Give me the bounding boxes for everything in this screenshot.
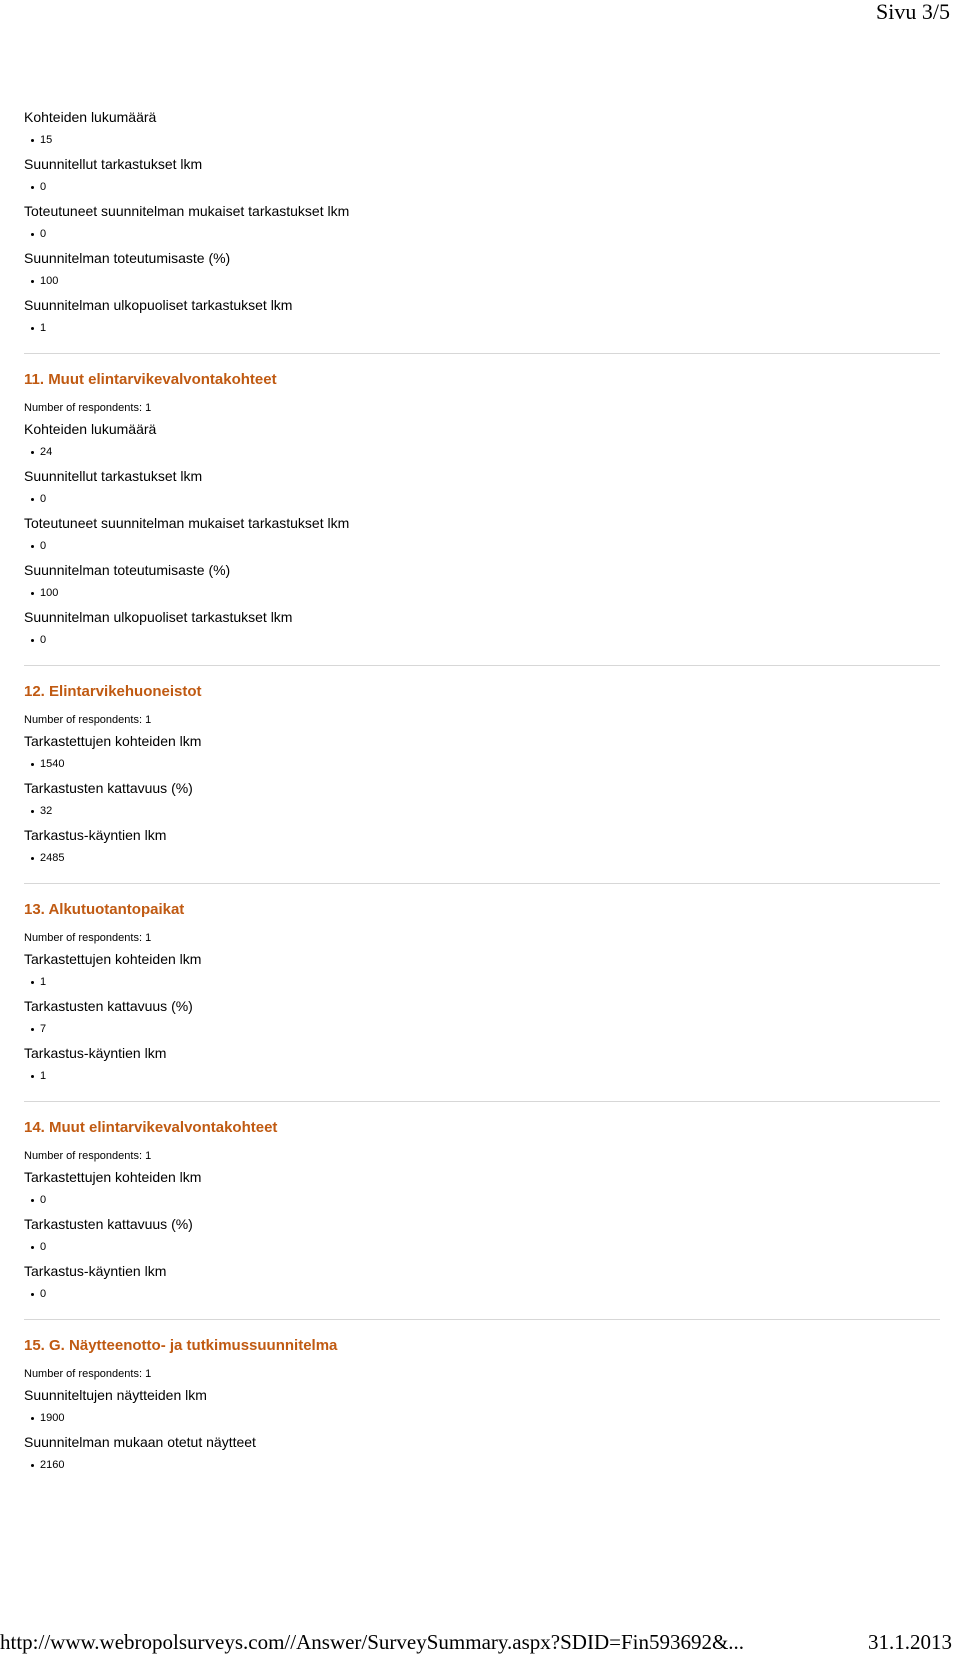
footer-date: 31.1.2013 [868, 1630, 952, 1654]
section-title: 12. Elintarvikehuoneistot [24, 683, 202, 700]
respondents-count: Number of respondents: 1 [24, 1150, 152, 1162]
respondents-count: Number of respondents: 1 [24, 402, 152, 414]
question-label: Tarkastettujen kohteiden lkm [24, 951, 202, 967]
respondents-count: Number of respondents: 1 [24, 1368, 152, 1380]
question-label: Suunnitelman mukaan otetut näytteet [24, 1434, 256, 1450]
question-label: Kohteiden lukumäärä [24, 109, 157, 125]
survey-summary [24, 108, 940, 1480]
question-label: Tarkastus-käyntien lkm [24, 1045, 167, 1061]
answer-value: 0 [24, 1240, 940, 1254]
respondents-count: Number of respondents: 1 [24, 714, 152, 726]
answer-value: 0 [24, 180, 940, 194]
question-label: Suunniteltujen näytteiden lkm [24, 1387, 207, 1403]
respondents-count: Number of respondents: 1 [24, 932, 152, 944]
question-label: Tarkastus-käyntien lkm [24, 827, 167, 843]
question-label: Suunnitelman toteutumisaste (%) [24, 250, 231, 266]
answer-value: 32 [24, 804, 940, 818]
answer-value: 1900 [24, 1411, 940, 1425]
answer-value: 100 [24, 586, 940, 600]
question-label: Toteutuneet suunnitelman mukaiset tarkastukset lkm [24, 203, 350, 219]
answer-value: 24 [24, 445, 940, 459]
section-13 [24, 883, 940, 1083]
answer-value: 1540 [24, 757, 940, 771]
section-14 [24, 1101, 940, 1301]
answer-value: 1 [24, 975, 940, 989]
top-items [24, 108, 940, 335]
answer-value: 2160 [24, 1458, 940, 1472]
question-label: Suunnitellut tarkastukset lkm [24, 156, 203, 172]
question-label: Tarkastettujen kohteiden lkm [24, 1169, 202, 1185]
question-label: Suunnitellut tarkastukset lkm [24, 468, 203, 484]
question-label: Tarkastusten kattavuus (%) [24, 1216, 193, 1232]
answer-value: 0 [24, 227, 940, 241]
question-label: Suunnitelman ulkopuoliset tarkastukset lkm [24, 609, 293, 625]
answer-value: 0 [24, 492, 940, 506]
answer-value: 15 [24, 133, 940, 147]
section-12 [24, 665, 940, 865]
section-15 [24, 1319, 940, 1472]
question-label: Tarkastettujen kohteiden lkm [24, 733, 202, 749]
section-title: 11. Muut elintarvikevalvontakohteet [24, 371, 277, 388]
answer-value: 2485 [24, 851, 940, 865]
section-title: 14. Muut elintarvikevalvontakohteet [24, 1119, 278, 1136]
question-label: Tarkastusten kattavuus (%) [24, 780, 193, 796]
answer-value: 7 [24, 1022, 940, 1036]
answer-value: 100 [24, 274, 940, 288]
answer-value: 1 [24, 321, 940, 335]
question-label: Tarkastusten kattavuus (%) [24, 998, 193, 1014]
answer-value: 0 [24, 1193, 940, 1207]
answer-value: 0 [24, 539, 940, 553]
question-label: Toteutuneet suunnitelman mukaiset tarkastukset lkm [24, 515, 350, 531]
section-title: 15. G. Näytteenotto- ja tutkimussuunnitelma [24, 1337, 338, 1354]
question-label: Kohteiden lukumäärä [24, 421, 157, 437]
question-label: Tarkastus-käyntien lkm [24, 1263, 167, 1279]
section-11 [24, 353, 940, 647]
question-label: Suunnitelman ulkopuoliset tarkastukset lkm [24, 297, 293, 313]
answer-value: 0 [24, 633, 940, 647]
question-label: Suunnitelman toteutumisaste (%) [24, 562, 231, 578]
page-number: Sivu 3/5 [876, 0, 950, 24]
answer-value: 0 [24, 1287, 940, 1301]
section-title: 13. Alkutuotantopaikat [24, 901, 185, 918]
footer-url: http://www.webropolsurveys.com//Answer/SurveySummary.aspx?SDID=Fin593692&... [0, 1630, 745, 1654]
answer-value: 1 [24, 1069, 940, 1083]
